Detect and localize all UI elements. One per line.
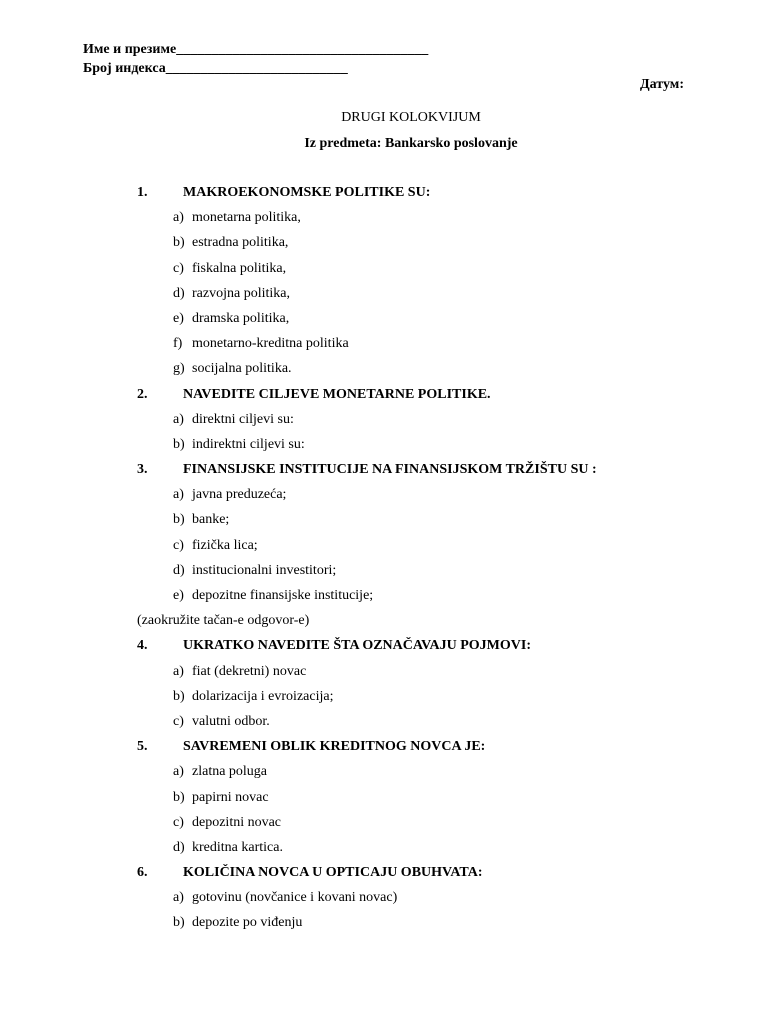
option-letter: a) xyxy=(173,663,184,679)
option-letter: d) xyxy=(173,285,185,301)
question-3 xyxy=(0,462,768,487)
answer-option xyxy=(0,437,768,462)
answer-option xyxy=(0,890,768,915)
question-1 xyxy=(0,185,768,210)
option-letter: f) xyxy=(173,336,183,352)
answer-option xyxy=(0,235,768,260)
option-text: indirektni ciljevi su: xyxy=(192,436,305,452)
question-2 xyxy=(0,387,768,412)
answer-option xyxy=(0,538,768,563)
option-text: depozite po viđenju xyxy=(192,915,303,931)
option-letter: e) xyxy=(173,310,184,326)
option-text: papirni novac xyxy=(192,789,269,805)
question-text: SAVREMENI OBLIK KREDITNOG NOVCA JE: xyxy=(183,739,486,755)
answer-option xyxy=(0,815,768,840)
option-text: monetarno-kreditna politika xyxy=(192,336,349,352)
option-letter: b) xyxy=(173,915,185,931)
document-title: DRUGI KOLOKVIJUM xyxy=(341,110,481,125)
name-field-label: Име и презиме____________________________________ xyxy=(83,42,429,57)
option-text: banke; xyxy=(192,512,230,528)
question-5 xyxy=(0,739,768,764)
subject-title: Iz predmeta: Bankarsko poslovanje xyxy=(304,136,518,151)
option-letter: a) xyxy=(173,210,184,226)
answer-option xyxy=(0,689,768,714)
option-text: valutni odbor. xyxy=(192,713,270,729)
instruction-note xyxy=(0,613,768,638)
option-letter: d) xyxy=(173,562,185,578)
option-text: direktni ciljevi su: xyxy=(192,411,294,427)
question-number: 2. xyxy=(137,386,148,402)
option-letter: b) xyxy=(173,789,185,805)
question-4 xyxy=(0,638,768,663)
question-number: 5. xyxy=(137,739,148,755)
question-text: KOLIČINA NOVCA U OPTICAJU OBUHVATA: xyxy=(183,865,483,881)
answer-option xyxy=(0,336,768,361)
option-letter: d) xyxy=(173,839,185,855)
option-text: dramska politika, xyxy=(192,310,290,326)
answer-option xyxy=(0,588,768,613)
option-letter: c) xyxy=(173,814,184,830)
answer-option xyxy=(0,412,768,437)
option-letter: a) xyxy=(173,411,184,427)
option-letter: a) xyxy=(173,487,184,503)
option-text: zlatna poluga xyxy=(192,764,268,780)
option-text: socijalna politika. xyxy=(192,361,292,377)
answer-option xyxy=(0,764,768,789)
answer-option xyxy=(0,261,768,286)
option-letter: b) xyxy=(173,235,185,251)
option-text: fiat (dekretni) novac xyxy=(192,663,307,679)
option-text: estradna politika, xyxy=(192,235,289,251)
question-text: MAKROEKONOMSKE POLITIKE SU: xyxy=(183,185,431,200)
answer-option xyxy=(0,311,768,336)
answer-option xyxy=(0,563,768,588)
option-text: depozitne finansijske institucije; xyxy=(192,588,374,603)
question-number: 1. xyxy=(137,185,148,200)
question-number: 6. xyxy=(137,865,148,881)
option-letter: e) xyxy=(173,588,184,603)
questions-list xyxy=(0,185,768,941)
answer-option xyxy=(0,714,768,739)
answer-option xyxy=(0,210,768,235)
option-text: fizička lica; xyxy=(192,537,258,553)
answer-option xyxy=(0,286,768,311)
answer-option xyxy=(0,790,768,815)
option-text: kreditna kartica. xyxy=(192,839,283,855)
option-text: fiskalna politika, xyxy=(192,260,287,276)
answer-option xyxy=(0,664,768,689)
question-6 xyxy=(0,865,768,890)
date-label: Датум: xyxy=(640,77,684,92)
question-number: 3. xyxy=(137,462,148,478)
question-text: UKRATKO NAVEDITE ŠTA OZNAČAVAJU POJMOVI: xyxy=(183,638,531,654)
option-letter: c) xyxy=(173,537,184,553)
option-letter: b) xyxy=(173,688,185,704)
option-text: monetarna politika, xyxy=(192,210,301,226)
option-letter: a) xyxy=(173,890,184,906)
answer-option xyxy=(0,840,768,865)
option-letter: b) xyxy=(173,512,185,528)
answer-option xyxy=(0,512,768,537)
question-text: NAVEDITE CILJEVE MONETARNE POLITIKE. xyxy=(183,386,491,402)
option-letter: c) xyxy=(173,713,184,729)
option-text: dolarizacija i evroizacija; xyxy=(192,688,334,704)
index-field-label: Број индекса__________________________ xyxy=(83,61,348,76)
instruction-note-text: (zaokružite tačan-e odgovor-e) xyxy=(137,613,310,629)
option-text: gotovinu (novčanice i kovani novac) xyxy=(192,890,398,906)
option-letter: a) xyxy=(173,764,184,780)
option-letter: c) xyxy=(173,260,184,276)
question-number: 4. xyxy=(137,638,148,654)
option-text: institucionalni investitori; xyxy=(192,562,337,578)
option-letter: g) xyxy=(173,361,185,377)
answer-option xyxy=(0,915,768,940)
answer-option xyxy=(0,361,768,386)
question-text: FINANSIJSKE INSTITUCIJE NA FINANSIJSKOM TRŽIŠTU SU : xyxy=(183,462,597,478)
answer-option xyxy=(0,487,768,512)
option-text: depozitni novac xyxy=(192,814,282,830)
option-text: javna preduzeća; xyxy=(192,487,287,503)
option-letter: b) xyxy=(173,436,185,452)
option-text: razvojna politika, xyxy=(192,285,290,301)
